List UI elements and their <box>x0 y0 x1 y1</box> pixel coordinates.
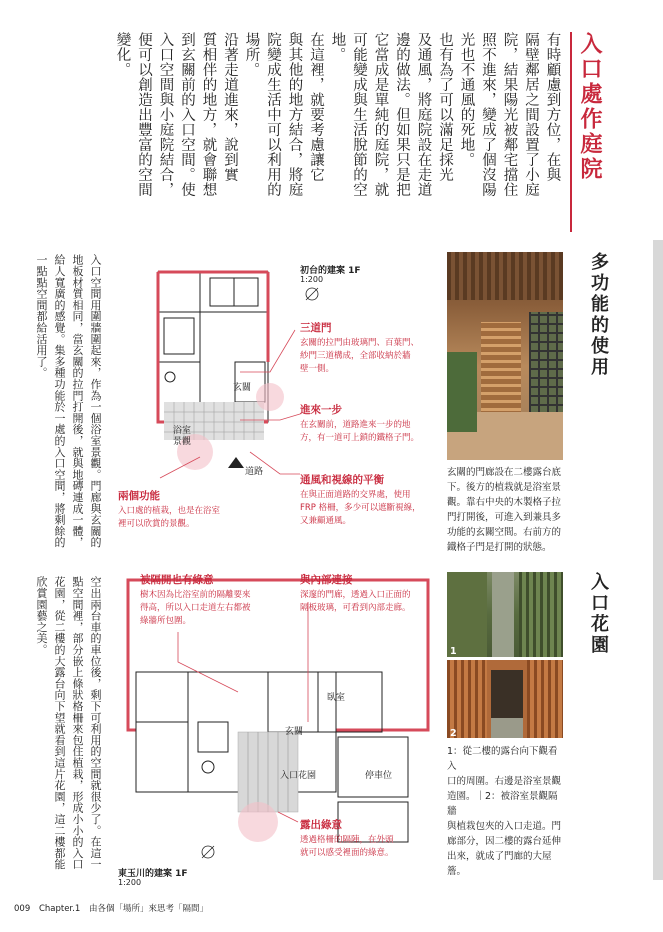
photo-number-1: 1 <box>450 646 457 657</box>
intro-column: 邊的做法。但如果只是把 <box>394 32 410 197</box>
plan1-scale: 1:200 <box>300 275 324 284</box>
plan1-bath-view-label: 景觀 <box>173 437 192 447</box>
plan1-outline <box>158 272 268 422</box>
annotation6-title: 與內部連接 <box>300 574 353 586</box>
plan2-living-label: 臥室 <box>327 693 346 703</box>
plan1-road-label: 道路 <box>245 467 264 477</box>
annotation5-body: 樹木因為比浴室前的隔離要來 得高，所以入口走道左右都被 綠牆所包圍。 <box>140 590 251 626</box>
s2-left-column: 點空間裡，部分嵌上條狀格柵來包住植栽，形成小小的入口 <box>71 576 84 870</box>
section-heading <box>570 32 603 232</box>
intro-column: 它當成是單純的庭院，就 <box>372 32 389 197</box>
s1-left-column: 一點點空間都給活用了。 <box>35 254 48 379</box>
intro-column: 照不進來，變成了個沒陽 <box>480 32 496 197</box>
photo-entrance-path <box>447 660 563 738</box>
plan1-title: 初台的建案 1F <box>300 266 361 276</box>
annotation1-body: 玄關的拉門由玻璃門、百葉門、 紗門三道構成，全部收納於牆 壁一側。 <box>300 338 420 374</box>
plan2-scale: 1:200 <box>118 878 142 887</box>
intro-column: 院變成生活中可以利用的 <box>265 32 281 197</box>
chapter-label: Chapter.1 <box>38 904 81 914</box>
side-tab-1 <box>653 240 663 570</box>
plan2-genkan-label: 玄關 <box>285 727 304 737</box>
annotation4-title: 兩個功能 <box>118 490 160 502</box>
annotation3-title: 通風和視線的平衡 <box>300 474 384 486</box>
plan2-title: 東玉川的建案 1F <box>118 869 188 879</box>
s1-left-column: 入口空間用圍牆圍起來，作為一個浴室景觀。門廊與玄關的 <box>89 254 102 548</box>
intro-column: 在這裡，就要考慮讓它 <box>308 32 324 182</box>
intro-column: 有時顧慮到方位，在與 <box>544 32 561 182</box>
s2-left-column: 空出兩台車的車位後，剩下可利用的空間就很少了。在這一 <box>89 576 102 870</box>
intro-column: 隔壁鄰居之間設置了小庭 <box>523 32 539 197</box>
intro-column: 也有為了可以滿足採光 <box>437 32 453 182</box>
s2-left-column: 欣賞園藝之美。 <box>35 576 48 656</box>
photo-number-2: 2 <box>450 728 457 739</box>
s1-left-column: 地板材質相同，當玄關的拉門打開後，就與地磚連成一體， <box>71 254 84 548</box>
annotation2-body: 在玄關前，道路進來一步的地 方，有一道可上鎖的鐵格子門。 <box>300 420 420 443</box>
annotation5-title: 被隔開也有綠意 <box>140 574 214 586</box>
highlight-gate <box>256 383 284 411</box>
annotation7-title: 露出綠意 <box>300 819 342 831</box>
side-title-entrance-garden: 入口花園 <box>588 572 609 656</box>
s2-left-column: 花園，從二樓的大露台向下望就看到這片花園，這二樓都能 <box>53 576 66 870</box>
plan1-bath-label: 浴室 <box>173 426 192 436</box>
road-arrow-icon <box>228 457 244 468</box>
annotation1-title: 三道門 <box>300 322 332 334</box>
intro-column: 與其他的地方結合，將庭 <box>286 32 303 197</box>
intro-column: 及通風，將庭院設在走道 <box>415 32 432 197</box>
annotation7-body: 透過格柵的隔陣，在外頭 就可以感受裡面的綠意。 <box>300 835 394 858</box>
intro-column: 質相伴的地方，就會聯想 <box>200 32 217 197</box>
highlight-entrance-garden <box>238 802 278 842</box>
photo-porch <box>447 252 563 460</box>
page-footer <box>14 902 214 914</box>
plan1-walls <box>158 272 268 422</box>
intro-column: 入口空間與小庭院結合， <box>157 32 174 197</box>
intro-column: 場所。 <box>243 32 260 77</box>
caption-section2: 1：從二樓的露台向下觀看入 口的周圍。右邊是浴室景觀 造園。｜2：被浴室景觀隔牆 與植栽包夾的入口走道。門 廊部分，因二樓的露台延伸 出來，就成了門廊的大屋簷。 <box>447 746 562 877</box>
side-tab-2 <box>653 560 663 880</box>
intro-column: 便可以創造出豐富的空間 <box>136 32 152 197</box>
plan2-parking-1 <box>338 737 408 797</box>
intro-column: 變化。 <box>114 32 131 77</box>
intro-column: 地。 <box>329 32 346 62</box>
plan2-entrance-garden-label: 入口花園 <box>280 771 317 781</box>
side-title-multifunction: 多功能的使用 <box>588 252 609 378</box>
intro-column: 到玄關前的入口空間。使 <box>179 32 195 197</box>
chapter-title: 由各個「場所」來思考「隔間」 <box>88 904 208 914</box>
plan2-parking-label: 停車位 <box>365 771 393 781</box>
photo-garden-top <box>447 572 563 657</box>
annotation6-body: 深邃的門廊，透過入口正面的 隔板玻璃，可看到內部走廊。 <box>300 590 411 613</box>
intro-column: 可能變成與生活脫節的空 <box>351 32 367 197</box>
plan1-genkan-label: 玄關 <box>233 383 252 393</box>
plan2-highlights <box>238 802 278 842</box>
annotation4-body: 入口處的植栽，也是在浴室 裡可以欣賞的景觀。 <box>118 506 221 529</box>
annotation3-body: 在與正面道路的交界處，使用 FRP 格柵，多少可以遮斷視線， 又兼顧通風。 <box>300 490 421 526</box>
heading-text: 入口處作庭院 <box>577 32 603 182</box>
annotation2-title: 進來一步 <box>300 404 342 416</box>
s1-left-column: 給人寬廣的感覺。集多種功能於一處的入口空間，將剩餘的 <box>53 254 66 548</box>
intro-column: 院，結果陽光被鄰宅擋住 <box>501 32 518 197</box>
page-number: 009 <box>14 904 31 914</box>
caption-section1: 玄關的門廊設在二樓露台底 下。後方的植栽就是浴室景 觀。靠右中央的木製格子拉 門打開後，可進入到兼具多 功能的玄關空間。右前方的 鐵格子門是打開的狀態。 <box>447 467 562 553</box>
intro-column: 沿著走道進來，說到實 <box>222 32 238 182</box>
intro-column: 光也不通風的死地。 <box>458 32 475 167</box>
